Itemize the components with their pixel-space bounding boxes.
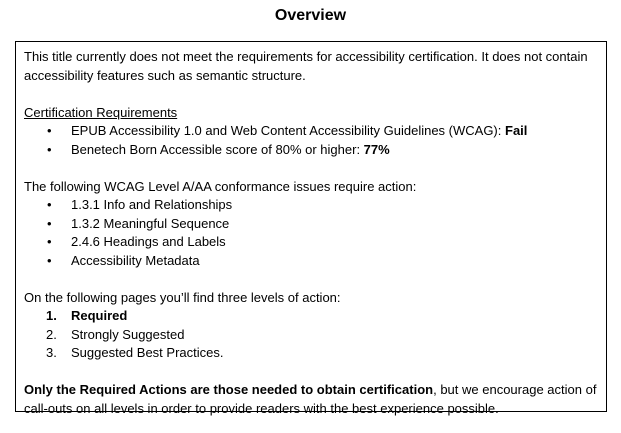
- status-value: Fail: [505, 123, 528, 138]
- list-item-text: Required: [71, 308, 128, 323]
- bullet-icon: •: [47, 215, 52, 231]
- list-number: 3.: [46, 345, 57, 360]
- spacer: [24, 159, 598, 178]
- list-number: 1.: [46, 308, 57, 323]
- page-title: Overview: [274, 7, 347, 24]
- overview-content: [24, 48, 598, 418]
- certification-heading: Certification Requirements: [24, 104, 178, 120]
- list-item-text: Benetech Born Accessible score of 80% or higher:: [71, 141, 364, 157]
- list-item: [24, 326, 598, 345]
- list-item-text: Suggested Best Practices.: [71, 345, 224, 360]
- list-item: [24, 196, 598, 215]
- list-item-text: EPUB Accessibility 1.0 and Web Content Accessibility Guidelines (WCAG):: [71, 123, 505, 138]
- list-item-text: Accessibility Metadata: [71, 252, 200, 268]
- list-item-text: 1.3.1 Info and Relationships: [71, 197, 233, 212]
- levels-intro: On the following pages you’ll find three levels of action:: [24, 289, 341, 305]
- list-item-text: Strongly Suggested: [71, 326, 185, 342]
- list-item: [24, 344, 598, 363]
- spacer: [24, 363, 598, 382]
- list-item-text: 1.3.2 Meaningful Sequence: [71, 215, 230, 231]
- bullet-icon: •: [47, 234, 52, 249]
- action-levels-list: [24, 307, 598, 363]
- closing-paragraph: [24, 381, 598, 418]
- list-item: [24, 307, 598, 326]
- list-number: 2.: [46, 326, 57, 342]
- list-item: [24, 141, 598, 160]
- list-item: [24, 252, 598, 271]
- spacer: [24, 270, 598, 289]
- intro-paragraph: This title currently does not meet the requirements for accessibility certification. It does not contain accessibility features such as semantic structure.: [24, 49, 588, 83]
- score-value: 77%: [363, 141, 390, 157]
- certification-list: [24, 122, 598, 159]
- closing-text: , but we encourage action of call-outs on all levels in order to provide readers with the best experience possible.: [24, 382, 597, 416]
- list-item: [24, 215, 598, 234]
- overview-box: [15, 41, 607, 416]
- wcag-issue-list: [24, 196, 598, 270]
- bullet-icon: •: [47, 197, 52, 212]
- list-item-text: 2.4.6 Headings and Labels: [71, 234, 226, 249]
- bullet-icon: •: [47, 252, 52, 268]
- closing-emphasis: Only the Required Actions are those needed to obtain certification: [24, 382, 434, 397]
- list-item: [24, 122, 598, 141]
- bullet-icon: •: [47, 123, 52, 138]
- bullet-icon: •: [47, 141, 52, 157]
- wcag-intro: The following WCAG Level A/AA conformance issues require action:: [24, 178, 417, 194]
- list-item: [24, 233, 598, 252]
- spacer: [24, 85, 598, 104]
